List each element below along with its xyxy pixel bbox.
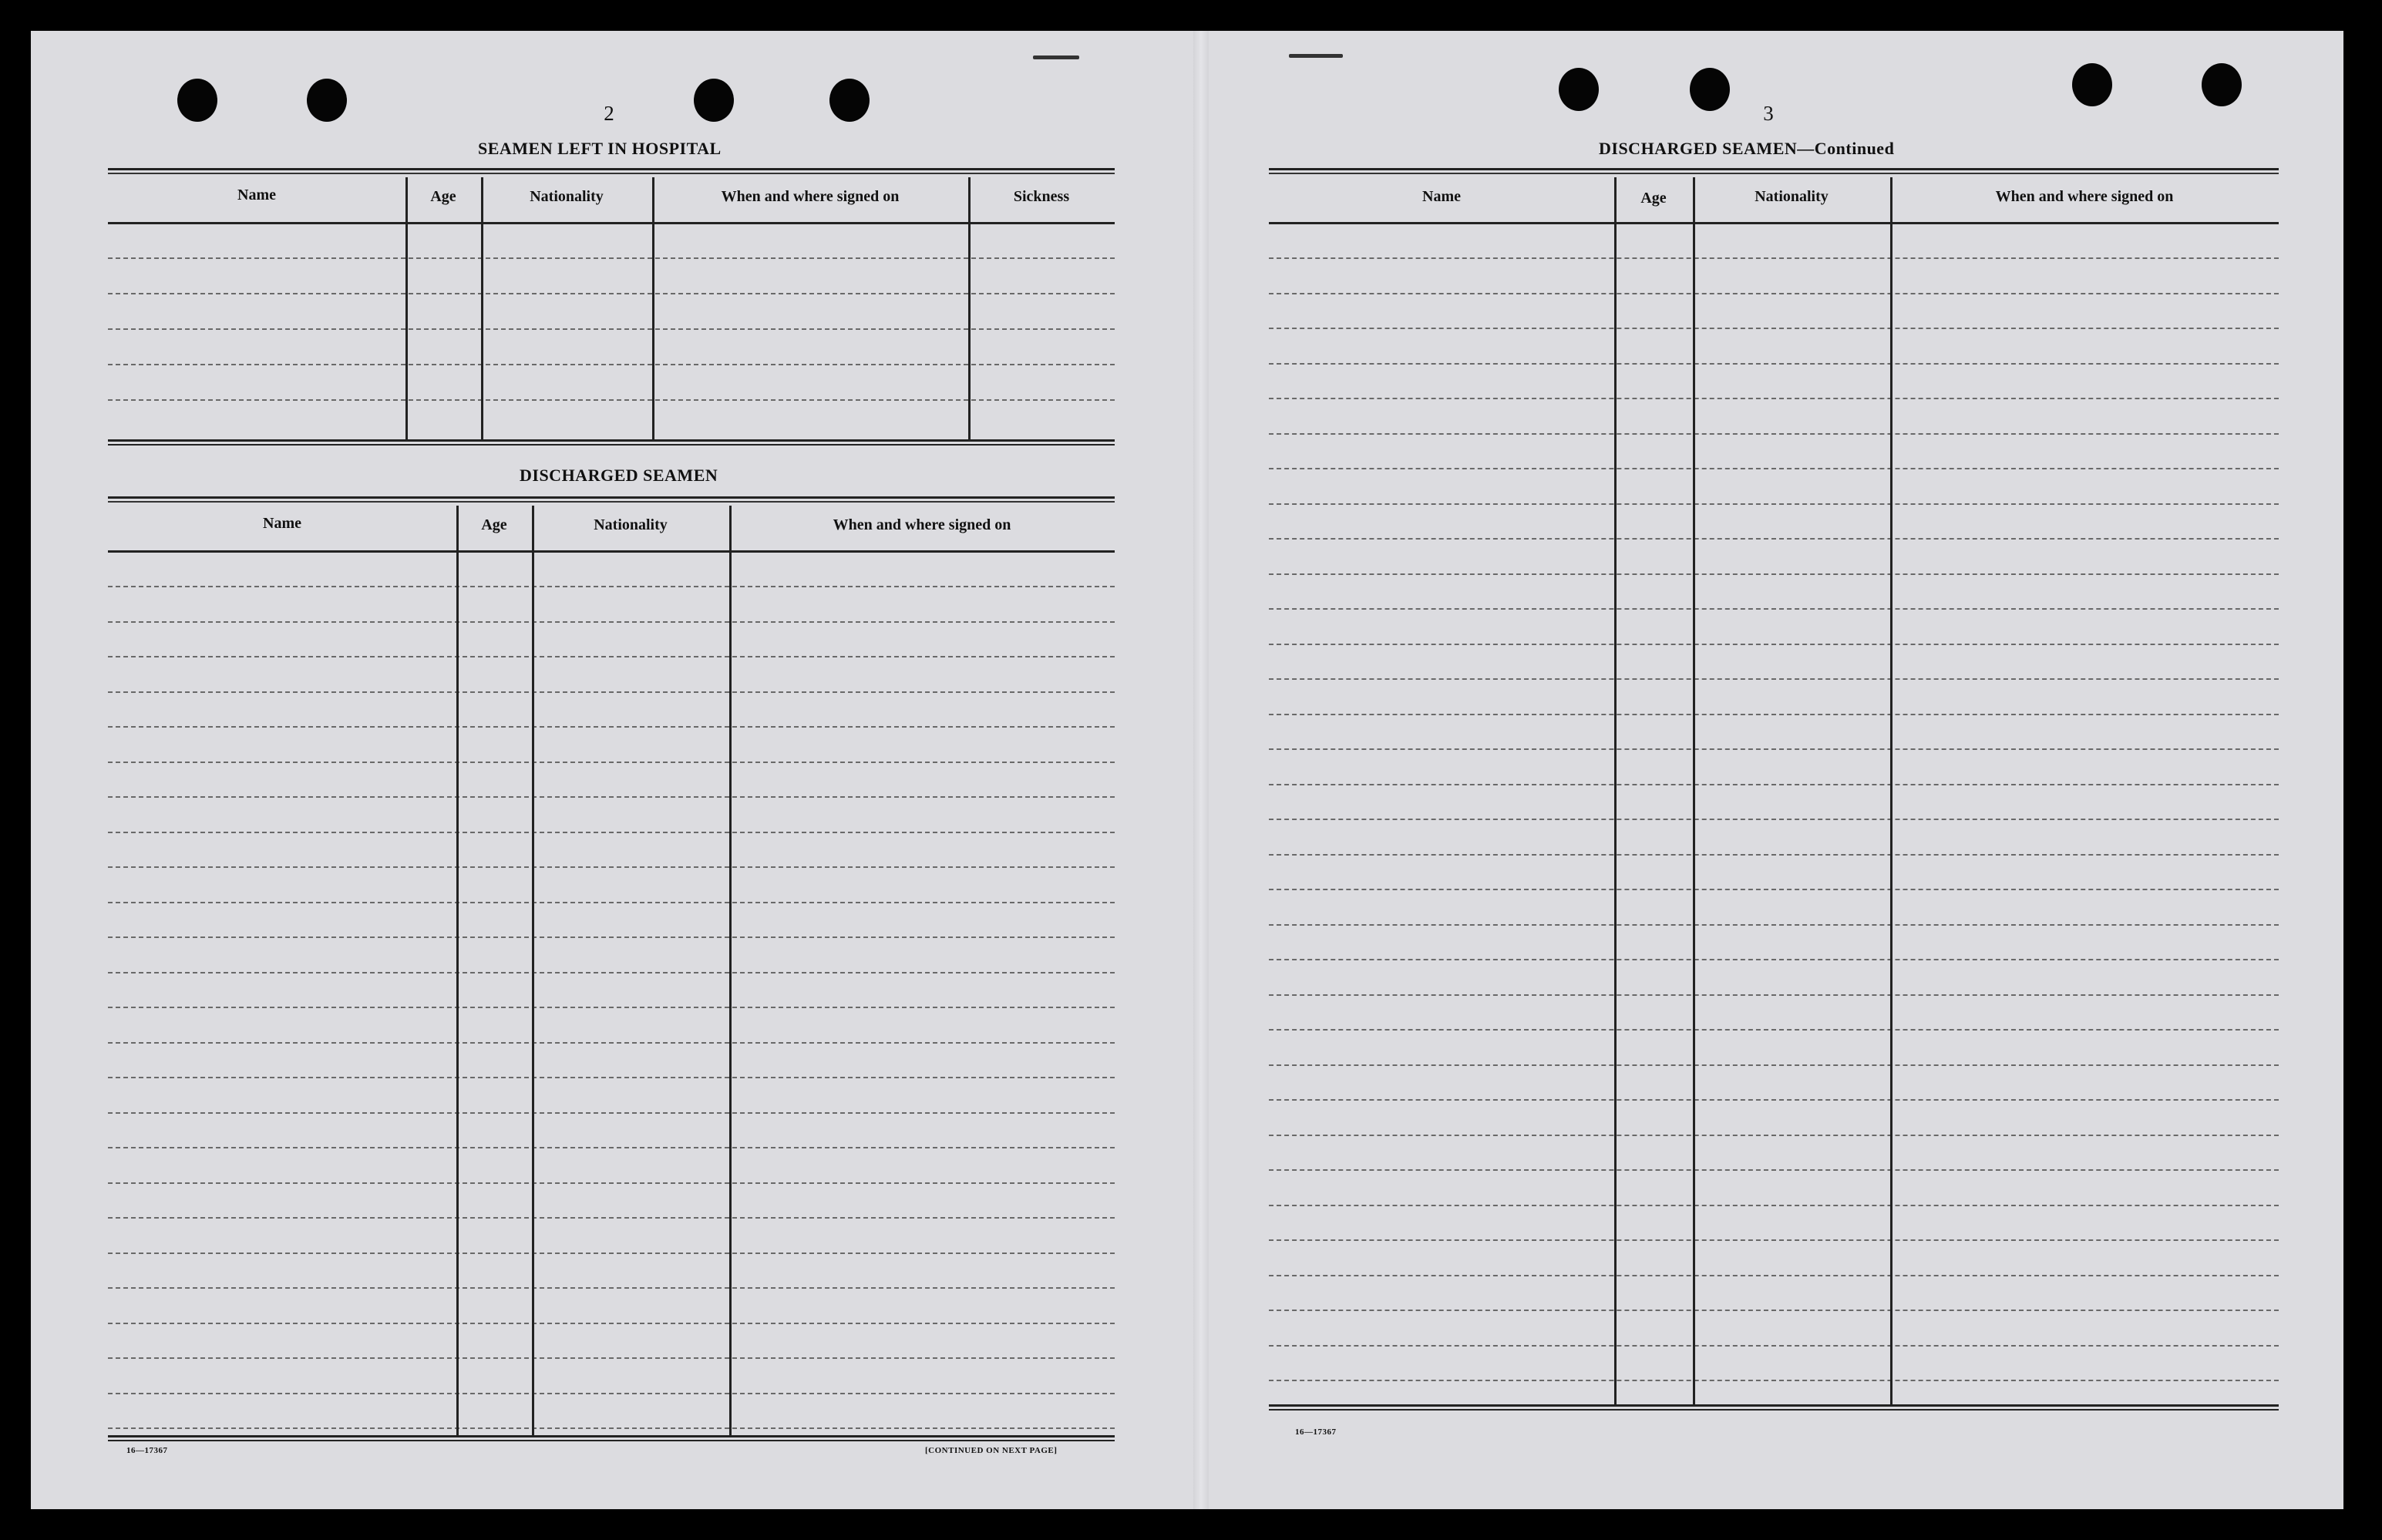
col-header-age: Age [481,516,507,533]
ruling-line [108,1077,1115,1078]
ruling-line [1269,503,2279,505]
punch-hole [2072,63,2112,106]
col-header-nationality: Nationality [594,516,668,533]
col-header-signed-on: When and where signed on [721,188,900,205]
ruling-line [1269,257,2279,259]
ruling-line [1269,748,2279,750]
ruling-line [108,762,1115,763]
ruling-line [108,1323,1115,1324]
col-header-signed-on: When and where signed on [1995,188,2174,205]
punch-hole [307,79,347,122]
ruling-line [108,1112,1115,1114]
ruling-line [108,902,1115,903]
ruling-line [1269,994,2279,996]
ruling-line [1269,854,2279,856]
ruling-line [1269,1135,2279,1136]
ruling-line [1269,959,2279,960]
ruling-line [108,726,1115,728]
page-fold [1193,31,1209,1509]
ruling-line [1269,784,2279,785]
ruling-line [108,972,1115,973]
ruling-line [1269,1169,2279,1171]
ruling-line [108,1217,1115,1219]
ruling-line [1269,1275,2279,1276]
ruling-line [108,1007,1115,1008]
ruling-line [1269,1064,2279,1066]
ruling-line [1269,889,2279,890]
ruling-line [108,1357,1115,1359]
continued-note: [CONTINUED ON NEXT PAGE] [925,1446,1058,1455]
discharged-section-title: DISCHARGED SEAMEN [520,466,718,485]
ruling-line [1269,714,2279,715]
ruling-line [108,1427,1115,1429]
punch-hole [2202,63,2242,106]
ruling-line [1269,363,2279,365]
ruling-line [1269,1099,2279,1101]
ruling-line [108,1182,1115,1184]
col-header-nationality: Nationality [530,188,604,205]
page-number-left: 2 [604,102,614,125]
ruling-line [1269,398,2279,399]
section-title-suffix: —Continued [1797,139,1895,158]
ruling-line [1269,433,2279,435]
ink-speck [1289,54,1343,58]
form-number-left: 16—17367 [126,1446,168,1455]
col-header-name: Name [1422,188,1461,205]
ruling-line [1269,644,2279,645]
ruling-line [1269,573,2279,575]
col-header-nationality: Nationality [1755,188,1829,205]
ruling-line [108,866,1115,868]
ruling-line [108,621,1115,623]
ruling-line [1269,924,2279,926]
ruling-line [1269,1239,2279,1241]
ruling-line [108,1253,1115,1254]
ruling-line [108,656,1115,657]
punch-hole [829,79,870,122]
ruling-line [1269,1345,2279,1347]
col-header-age: Age [1640,190,1667,207]
hospital-section-title: SEAMEN LEFT IN HOSPITAL [478,139,722,158]
ruling-line [1269,678,2279,680]
ink-speck [1033,55,1079,59]
col-header-name: Name [237,187,276,203]
col-header-sickness: Sickness [1013,188,1070,205]
ruling-line [1269,328,2279,329]
discharged-continued-title [1599,139,1894,159]
discharged-table-right [1269,168,2279,1409]
punch-hole [1690,68,1730,111]
ruling-line [108,1042,1115,1044]
ruling-line [108,1287,1115,1289]
ruling-line [1269,1029,2279,1031]
ruling-line [108,586,1115,587]
discharged-table-left [108,496,1115,1440]
punch-hole [694,79,734,122]
ruling-line [108,936,1115,938]
page-number-right: 3 [1763,102,1774,125]
ruling-line [108,796,1115,798]
ruling-line [1269,819,2279,820]
hospital-table [108,168,1115,444]
col-header-name: Name [263,515,301,532]
ruling-line [108,1147,1115,1148]
punch-hole [177,79,217,122]
col-header-signed-on: When and where signed on [833,516,1011,533]
form-number-right: 16—17367 [1295,1427,1337,1437]
col-header-age: Age [430,188,456,205]
punch-hole [1559,68,1599,111]
ruling-line [1269,1380,2279,1381]
ruling-line [108,1393,1115,1394]
ruling-line [1269,468,2279,469]
ruling-line [1269,293,2279,294]
ruling-line [1269,1205,2279,1206]
ruling-line [1269,538,2279,540]
section-title: DISCHARGED SEAMEN [1599,139,1798,158]
ruling-line [1269,1310,2279,1311]
ruling-line [1269,608,2279,610]
ruling-line [108,832,1115,833]
ruling-line [108,691,1115,693]
